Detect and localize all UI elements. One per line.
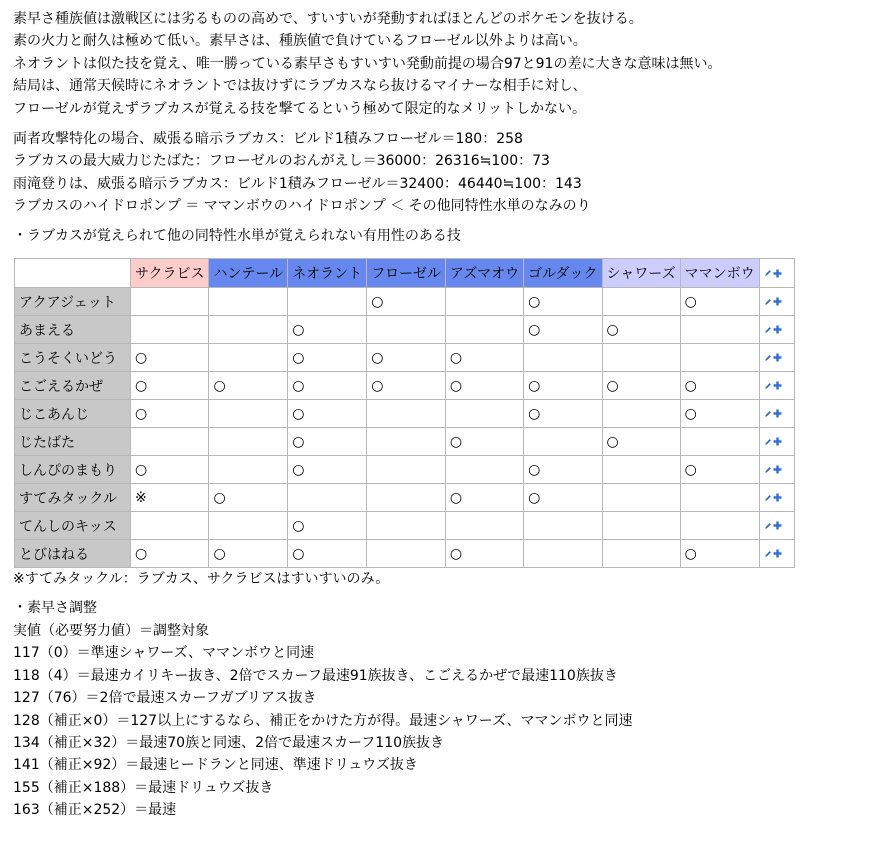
learnset-cell: ○ [445, 344, 523, 372]
learnset-cell [367, 456, 446, 484]
learnset-cell [602, 344, 680, 372]
pencil-icon[interactable] [764, 522, 772, 530]
learnset-cell [680, 484, 759, 512]
plus-icon[interactable] [773, 297, 782, 306]
learnset-cell [209, 288, 288, 316]
learnset-cell: ○ [680, 456, 759, 484]
learnset-cell: ○ [367, 372, 446, 400]
learnset-cell: ○ [680, 288, 759, 316]
learnset-cell [680, 316, 759, 344]
calc-line: 両者攻撃特化の場合、威張る暗示ラブカス：ビルド1積みフローゼル＝180：258 [13, 131, 523, 148]
intro-line: 素早さ種族値は激戦区には劣るものの高めで、すいすいが発動すればほとんどのポケモンを抜ける。 [13, 11, 643, 27]
table-header-row [15, 259, 795, 288]
speed-line: 134（補正×32）＝最速70族と同速、2倍で最速スカーフ110族抜き [13, 734, 445, 751]
learnset-cell: ○ [288, 512, 367, 540]
edit-row-controls[interactable] [759, 456, 794, 484]
intro-section [13, 8, 882, 120]
learnset-cell [602, 456, 680, 484]
learnset-cell: ○ [209, 372, 288, 400]
intro-line: 素の火力と耐久は極めて低い。素早さは、種族値で負けているフローゼル以外よりは高い。 [13, 33, 587, 50]
edit-row-controls[interactable] [759, 540, 794, 568]
learnset-cell [131, 428, 209, 456]
column-header: サクラビス [131, 259, 209, 288]
move-name-cell: じこあんじ [15, 400, 131, 428]
learnset-cell [288, 484, 367, 512]
learnset-cell: ○ [131, 344, 209, 372]
calc-line: ラブカスの最大威力じたばた：フローゼルのおんがえし＝36000：26316≒100：73 [13, 153, 550, 170]
move-name-cell: あまえる [15, 316, 131, 344]
speed-line: 163（補正×252）＝最速 [13, 802, 177, 819]
column-header: ネオラント [288, 259, 367, 288]
learnset-cell [209, 428, 288, 456]
learnset-cell: ○ [288, 400, 367, 428]
learnset-cell: ○ [524, 288, 602, 316]
learnset-cell [209, 400, 288, 428]
learnset-cell: ○ [680, 372, 759, 400]
learnset-cell [131, 288, 209, 316]
learnset-cell [524, 428, 602, 456]
plus-icon[interactable] [773, 493, 782, 502]
learnset-cell: ○ [367, 344, 446, 372]
table-row [15, 344, 795, 372]
pencil-icon[interactable] [764, 269, 772, 277]
learnset-cell [367, 316, 446, 344]
learnset-cell: ○ [445, 428, 523, 456]
table-row [15, 316, 795, 344]
learnset-cell [209, 316, 288, 344]
move-name-cell: こうそくいどう [15, 344, 131, 372]
speed-section [13, 597, 882, 821]
learnset-cell [602, 484, 680, 512]
edit-row-controls[interactable] [759, 316, 794, 344]
learnset-cell [524, 344, 602, 372]
learnset-cell: ○ [131, 400, 209, 428]
pencil-icon[interactable] [764, 438, 772, 446]
pencil-icon[interactable] [764, 354, 772, 362]
learnset-cell: ○ [445, 540, 523, 568]
learnset-cell [131, 512, 209, 540]
column-header: アズマオウ [445, 259, 523, 288]
edit-row-controls[interactable] [759, 372, 794, 400]
column-header: ゴルダック [524, 259, 602, 288]
learnset-cell: ○ [288, 344, 367, 372]
learnset-cell [209, 512, 288, 540]
learnset-cell: ○ [602, 316, 680, 344]
learnset-cell: ○ [209, 484, 288, 512]
move-name-cell: こごえるかぜ [15, 372, 131, 400]
learnset-cell: ○ [524, 400, 602, 428]
edit-row-controls[interactable] [759, 400, 794, 428]
learnset-cell: ○ [524, 316, 602, 344]
learnset-cell: ○ [288, 316, 367, 344]
edit-row-controls[interactable] [759, 288, 794, 316]
learnset-cell [680, 344, 759, 372]
pencil-icon[interactable] [764, 494, 772, 502]
intro-line: 結局は、通常天候時にネオラントでは抜けずにラブカスなら抜けるマイナーな相手に対し、 [13, 78, 587, 95]
learnset-cell: ○ [131, 540, 209, 568]
learnset-cell [288, 288, 367, 316]
speed-line: 155（補正×188）＝最速ドリュウズ抜き [13, 779, 274, 796]
learnset-cell: ○ [131, 372, 209, 400]
learnset-cell: ○ [288, 540, 367, 568]
move-name-cell: とびはねる [15, 540, 131, 568]
learnset-cell: ○ [524, 484, 602, 512]
learnset-cell [680, 512, 759, 540]
move-name-cell: アクアジェット [15, 288, 131, 316]
learnset-cell: ○ [602, 428, 680, 456]
table-row [15, 456, 795, 484]
learnset-cell: ○ [680, 400, 759, 428]
learnset-cell: ○ [288, 456, 367, 484]
intro-line: フローゼルが覚えずラブカスが覚える技を撃てるという極めて限定的なメリットしかない。 [13, 100, 587, 117]
learnset-cell [367, 512, 446, 540]
table-row [15, 428, 795, 456]
plus-icon[interactable] [773, 269, 782, 278]
table-row [15, 540, 795, 568]
learnset-cell: ○ [602, 372, 680, 400]
table-row [15, 512, 795, 540]
learnset-cell [602, 540, 680, 568]
plus-icon[interactable] [773, 437, 782, 446]
learnset-cell [445, 400, 523, 428]
table-row [15, 400, 795, 428]
table-row [15, 288, 795, 316]
learnset-cell: ○ [209, 540, 288, 568]
learnset-cell [209, 344, 288, 372]
speed-line: 118（4）＝最速カイリキー抜き、2倍でスカーフ最速91族抜き、こごえるかぜで最速110族抜き [13, 667, 618, 684]
learnset-cell [524, 540, 602, 568]
edit-row-controls[interactable] [759, 484, 794, 512]
speed-line: 128（補正×0）＝127以上にするなら、補正をかけた方が得。最速シャワーズ、ママンボウと同速 [13, 712, 633, 729]
table-footnote: ※すてみタックル：ラブカス、サクラビスはすいすいのみ。 [13, 571, 390, 588]
learnset-cell [209, 456, 288, 484]
learnset-cell [367, 540, 446, 568]
learnset-cell: ○ [524, 456, 602, 484]
calc-section [13, 128, 882, 218]
pencil-icon[interactable] [764, 466, 772, 474]
move-name-cell: しんぴのまもり [15, 456, 131, 484]
learnset-cell [367, 400, 446, 428]
edit-row-controls[interactable] [759, 512, 794, 540]
learnset-cell: ※ [131, 484, 209, 512]
edit-row-controls[interactable] [759, 428, 794, 456]
table-heading: ・ラブカスが覚えられて他の同特性水単が覚えられない有用性のある技 [13, 227, 461, 244]
move-name-cell: すてみタックル [15, 484, 131, 512]
learnset-cell [445, 288, 523, 316]
move-comparison-table [14, 258, 795, 568]
learnset-cell [445, 512, 523, 540]
plus-icon[interactable] [773, 521, 782, 530]
speed-line: 141（補正×92）＝最速ヒードランと同速、準速ドリュウズ抜き [13, 757, 418, 774]
plus-icon[interactable] [773, 325, 782, 334]
edit-row-controls[interactable] [759, 344, 794, 372]
learnset-cell: ○ [445, 372, 523, 400]
learnset-cell: ○ [288, 372, 367, 400]
learnset-cell [602, 400, 680, 428]
learnset-cell: ○ [367, 288, 446, 316]
intro-line: ネオラントは似た技を覚え、唯一勝っている素早さもすいすい発動前提の場合97と91の差に大きな意味は無い。 [13, 55, 722, 72]
pencil-icon[interactable] [764, 382, 772, 390]
speed-subheading: 実値（必要努力値）＝調整対象 [13, 622, 209, 639]
learnset-cell [367, 428, 446, 456]
plus-icon[interactable] [773, 353, 782, 362]
learnset-cell [524, 512, 602, 540]
learnset-cell: ○ [524, 372, 602, 400]
speed-line: 117（0）＝準速シャワーズ、ママンボウと同速 [13, 645, 315, 662]
column-header: ハンテール [209, 259, 288, 288]
column-header: フローゼル [367, 259, 446, 288]
learnset-cell [680, 428, 759, 456]
edit-row-controls[interactable] [759, 259, 794, 288]
move-name-cell: てんしのキッス [15, 512, 131, 540]
column-header: シャワーズ [602, 259, 680, 288]
plus-icon[interactable] [773, 381, 782, 390]
pencil-icon[interactable] [764, 298, 772, 306]
learnset-cell: ○ [680, 540, 759, 568]
learnset-cell [445, 456, 523, 484]
speed-line: 127（76）＝2倍で最速スカーフガブリアス抜き [13, 690, 317, 707]
speed-heading: ・素早さ調整 [13, 600, 97, 617]
table-corner-cell [15, 259, 131, 288]
table-row [15, 372, 795, 400]
learnset-cell [131, 316, 209, 344]
learnset-cell: ○ [288, 428, 367, 456]
learnset-cell [367, 484, 446, 512]
pencil-icon[interactable] [764, 550, 772, 558]
plus-icon[interactable] [773, 465, 782, 474]
plus-icon[interactable] [773, 409, 782, 418]
column-header: ママンボウ [680, 259, 759, 288]
learnset-cell [445, 316, 523, 344]
learnset-cell [602, 288, 680, 316]
calc-line: ラブカスのハイドロポンプ ＝ ママンボウのハイドロポンプ ＜ その他同特性水単のなみのり [13, 198, 591, 215]
move-name-cell: じたばた [15, 428, 131, 456]
plus-icon[interactable] [773, 549, 782, 558]
pencil-icon[interactable] [764, 410, 772, 418]
table-row [15, 484, 795, 512]
learnset-cell: ○ [131, 456, 209, 484]
learnset-cell: ○ [445, 484, 523, 512]
learnset-cell [602, 512, 680, 540]
calc-line: 雨滝登りは、威張る暗示ラブカス：ビルド1積みフローゼル＝32400：46440≒100：143 [13, 175, 582, 192]
pencil-icon[interactable] [764, 326, 772, 334]
